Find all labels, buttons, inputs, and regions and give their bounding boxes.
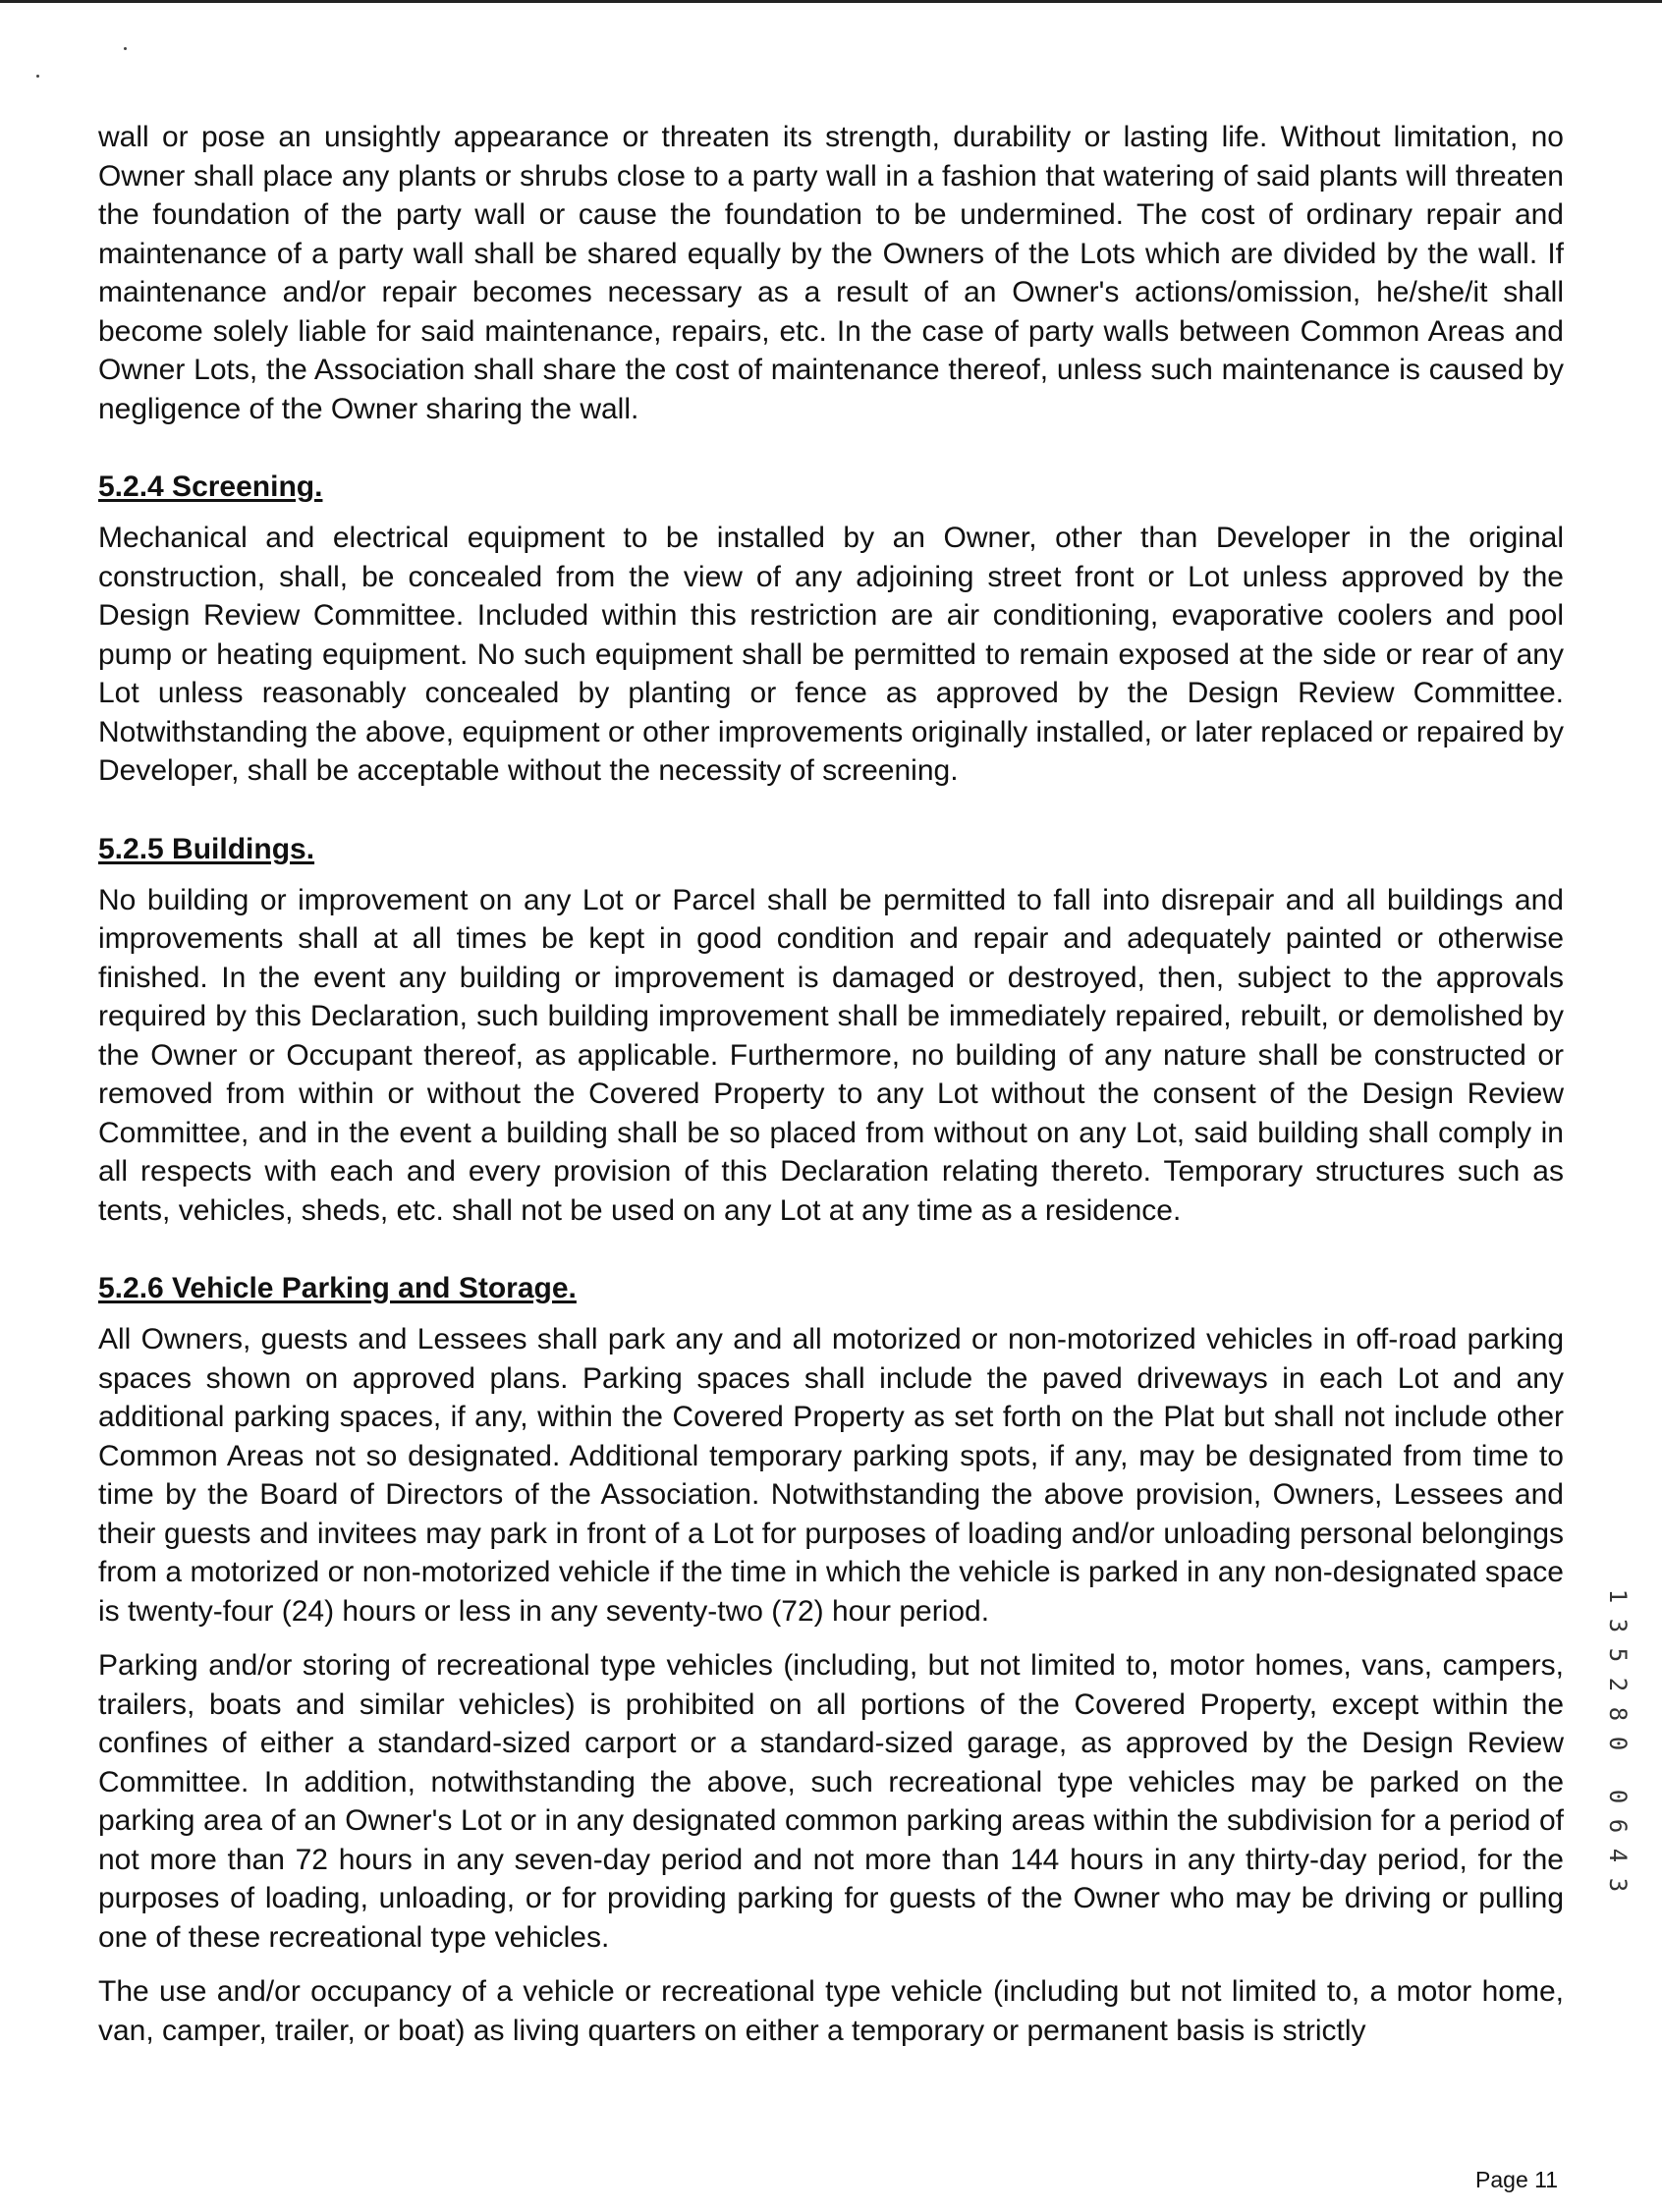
screening-paragraph: Mechanical and electrical equipment to be installed by an Owner, other than Developer in the original construction, shall, be concealed from the view of any adjoining street front or Lot unless approved by the Design Review Committee. Included within this restriction are air conditioning, evaporative coolers and pool pump or heating equipment. No such equipment shall be permitted to remain exposed at the side or rear of any Lot unless reasonably concealed by planting or fence as approved by the Design Review Committee. Notwithstanding the above, equipment or other improvements originally installed, or later replaced or repaired by Developer, shall be acceptable without the necessity of screening. xyxy=(98,522,1564,787)
buildings-paragraph: No building or improvement on any Lot or Parcel shall be permitted to fall into disrepair and all buildings and improvements shall at all times be kept in good condition and repair and adequately painted or otherwise finished. In the event any building or improvement is damaged or destroyed, then, subject to the approvals required by this Declaration, such building improvement shall be immediately repaired, rebuilt, or demolished by the Owner or Occupant thereof, as applicable. Furthermore, no building of any nature shall be constructed or removed from within or without the Covered Property to any Lot without the consent of the Design Review Committee, and in the event a building shall be so placed from without on any Lot, said building shall comply in all respects with each and every provision of this Declaration relating thereto. Temporary structures such as tents, vehicles, sheds, etc. shall not be used on any Lot at any time as a residence. xyxy=(98,883,1564,1227)
section-heading-screening: 5.2.4 Screening. xyxy=(98,470,323,503)
side-stamp-digit: 0 xyxy=(1604,1789,1632,1804)
side-stamp-digit: 6 xyxy=(1604,1818,1632,1834)
page-number: Page 11 xyxy=(1475,2167,1558,2192)
vehicle-parking-paragraph-3: The use and/or occupancy of a vehicle or recreational type vehicle (including but not limited to, a motor home, van, camper, trailer, or boat) as living quarters on either a temporary or permanent basis is strictly xyxy=(98,1975,1564,2047)
side-stamp-digit: 4 xyxy=(1604,1848,1632,1863)
side-stamp-digit: 5 xyxy=(1604,1647,1632,1663)
side-stamp-digit: 3 xyxy=(1604,1877,1632,1893)
section-heading-vehicle-parking: 5.2.6 Vehicle Parking and Storage. xyxy=(98,1272,577,1304)
vehicle-parking-paragraph-2: Parking and/or storing of recreational type vehicles (including, but not limited to, motor homes, vans, campers, trailers, boats and similar vehicles) is prohibited on all portions of the Covered Property, except within the confines of either a standard-sized carport or a standard-sized garage, as approved by the Design Review Committee. In addition, notwithstanding the above, such recreational type vehicles may be parked on the parking area of an Owner's Lot or in any designated common parking areas within the subdivision for a period of not more than 72 hours in any seven-day period and not more than 144 hours in any thirty-day period, for the purposes of loading, unloading, or for providing parking for guests of the Owner who may be driving or pulling one of these recreational type vehicles. xyxy=(98,1649,1564,1954)
side-stamp-digit: 8 xyxy=(1604,1706,1632,1722)
side-stamp-digit: 3 xyxy=(1604,1618,1632,1633)
scan-speck xyxy=(124,47,127,50)
side-stamp-digit: 2 xyxy=(1604,1677,1632,1692)
side-document-stamp xyxy=(1603,1581,1633,1900)
intro-paragraph: wall or pose an unsightly appearance or threaten its strength, durability or lasting life. Without limitation, no Owner shall place any plants or shrubs close to a party wall in a fashion that watering of said plants will threaten the foundation of the party wall or cause the foundation to be undermined. The cost of ordinary repair and maintenance of a party wall shall be shared equally by the Owners of the Lots which are divided by the wall. If maintenance and/or repair becomes necessary as a result of an Owner's actions/omission, he/she/it shall become solely liable for said maintenance, repairs, etc. In the case of party walls between Common Areas and Owner Lots, the Association shall share the cost of maintenance thereof, unless such maintenance is caused by negligence of the Owner sharing the wall. xyxy=(98,121,1564,425)
section-heading-buildings: 5.2.5 Buildings. xyxy=(98,832,315,865)
side-stamp-digit: 1 xyxy=(1604,1588,1632,1604)
top-border-line xyxy=(0,0,1662,3)
document-body xyxy=(98,118,1564,2050)
vehicle-parking-paragraph-1: All Owners, guests and Lessees shall park any and all motorized or non-motorized vehicles in off-road parking spaces shown on approved plans. Parking spaces shall include the paved driveways in each Lot and any additional parking spaces, if any, within the Covered Property as set forth on the Plat but shall not include other Common Areas not so designated. Additional temporary parking spots, if any, may be designated from time to time by the Board of Directors of the Association. Notwithstanding the above provision, Owners, Lessees and their guests and invitees may park in front of a Lot for purposes of loading and/or unloading personal belongings from a motorized or non-motorized vehicle if the time in which the vehicle is parked in any non-designated space is twenty-four (24) hours or less in any seventy-two (72) hour period. xyxy=(98,1323,1564,1628)
side-stamp-digit: 0 xyxy=(1604,1736,1632,1751)
scan-speck xyxy=(36,75,39,78)
